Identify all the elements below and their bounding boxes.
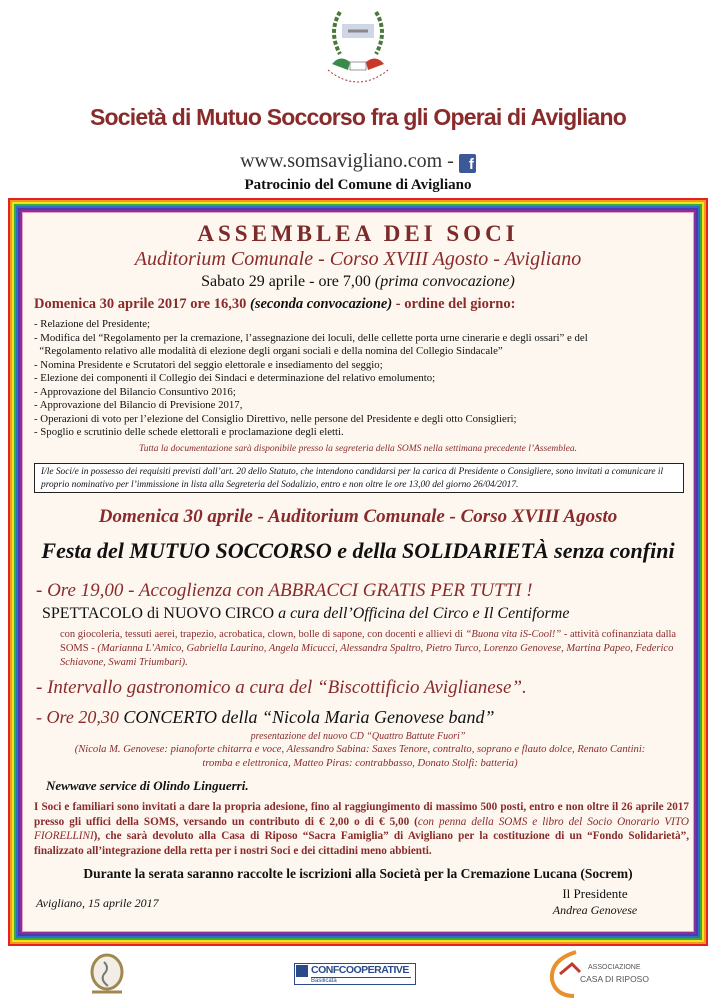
place-date: Avigliano, 15 aprile 2017 — [36, 896, 159, 910]
facebook-icon[interactable]: f — [459, 154, 476, 173]
concert-line — [36, 707, 686, 728]
confcooperative-region: Basilicata — [311, 977, 411, 984]
agenda-item: - Modifica del “Regolamento per la cremazione, l’assegnazione dei loculi, delle cellette porta urne cinerarie e degli ossari” e del — [34, 331, 588, 344]
concert-title: CONCERTO della “Nicola Maria Genovese band” — [123, 707, 495, 727]
agenda-item: - Spoglio e scrutinio delle schede elettorali e proclamazione degli eletti. — [34, 426, 344, 438]
second-call-date: Domenica 30 aprile 2017 ore 16,30 — [34, 296, 247, 312]
casa-riposo-line1: ASSOCIAZIONE — [588, 964, 641, 971]
welcome-line: - Ore 19,00 - Accoglienza con ABBRACCI GRATIS PER TUTTI ! — [36, 580, 533, 601]
organization-title: Società di Mutuo Soccorso fra gli Operai di Avigliano — [89, 104, 627, 130]
confcooperative-name: CONFCOOPERATIVE — [311, 964, 409, 976]
casa-riposo-line2: CASA DI RIPOSO — [580, 974, 649, 984]
show-line — [42, 605, 687, 623]
show-title: SPETTACOLO di NUOVO CIRCO — [42, 605, 275, 622]
signature-role: Il Presidente — [562, 886, 628, 901]
show-description — [60, 628, 680, 670]
registration-text-b: ), che sarà devoluto alla Casa di Riposo “Sacra Famiglia” di Avigliano per la costituzione di un “Fondo Solidarietà”, finalizzato all’integrazione della retta per i nostri Soci e dei cittadini meno abbienti. — [34, 830, 689, 857]
agenda-item: - Nomina Presidente e Scrutatori del seggio elettorale e insediamento del seggio; — [34, 358, 383, 371]
socrem-note: Durante la serata saranno raccolte le iscrizioni alla Società per la Cremazione Lucana (Socrem) — [83, 866, 633, 881]
sound-service: Newwave service di Olindo Linguerri. — [46, 778, 249, 793]
registration-text — [34, 800, 689, 858]
assembly-venue: Auditorium Comunale - Corso XVIII Agosto - Avigliano — [134, 248, 582, 270]
food-break: - Intervallo gastronomico a cura del “Biscottificio Aviglianese”. — [36, 677, 527, 698]
second-call-note: (seconda convocazione) — [250, 296, 393, 312]
concert-time: - Ore 20,30 — [36, 707, 119, 727]
show-funding: - attività cofinanziata dalla SOMS - — [60, 629, 677, 654]
soms-emblem-logo — [318, 2, 398, 90]
registration-gift: con penna della SOMS e libro del Socio Onorario VITO FIORELLINI — [34, 815, 689, 842]
show-by: a cura dell’Officina del Circo e Il Centiforme — [278, 605, 570, 622]
second-call — [34, 296, 684, 313]
candidacy-notice: I/le Soci/e in possesso dei requisiti previsti dall’art. 20 dello Statuto, che intendono candidarsi per la carica di Presidente o Consigliere, sono invitati a comunicare il proprio nominativo per l’immissione in lista alla Segreteria del Sodalizio, entro e non oltre le ore 13,00 del giorno 26/04/2017. — [34, 463, 684, 493]
show-people: (Marianna L’Amico, Gabriella Laurino, Angela Micucci, Alessandra Spaltro, Pietro Turco, Lorenzo Genovese, Martina Papeo, Federico Schiavone, Swami Triumbari). — [60, 643, 674, 668]
confcooperative-logo — [294, 963, 416, 985]
agenda-item: - Elezione dei componenti il Collegio dei Sindaci e determinazione del relativo emolumento; — [34, 372, 436, 384]
confcooperative-mark-icon — [296, 965, 308, 977]
first-call-note: (prima convocazione) — [374, 273, 515, 290]
patronage: Patrocinio del Comune di Avigliano — [244, 177, 472, 193]
agenda-label: - ordine del giorno: — [395, 296, 516, 312]
website-link[interactable]: www.somsavigliano.com - — [240, 150, 454, 172]
first-call-date: Sabato 29 aprile - ore 7,00 — [201, 273, 371, 290]
agenda-item: - Operazioni di voto per l’elezione del Consiglio Direttivo, nelle persone del Presidente e degli otto Consiglieri; — [34, 412, 517, 425]
agenda-item: - Relazione del Presidente; — [34, 318, 151, 330]
casa-riposo-logo — [546, 950, 649, 998]
cd-presentation: presentazione del nuovo CD “Quattro Battute Fuori” — [250, 731, 466, 742]
signature — [530, 886, 660, 918]
festival-date-venue: Domenica 30 aprile - Auditorium Comunale - Corso XVIII Agosto — [98, 506, 618, 527]
agenda-item: - Approvazione del Bilancio di Previsione 2017, — [34, 399, 243, 411]
assembly-heading: ASSEMBLEA DEI SOCI — [197, 221, 519, 246]
documentation-note: Tutta la documentazione sarà disponibile presso la segreteria della SOMS nella settimana precedente l’Assemblea. — [139, 444, 577, 454]
registration-text-a: I Soci e familiari sono invitati a dare la propria adesione, fino al raggiungimento di massimo 500 posti, entro e non oltre il 26 aprile 2017 presso gli uffici della SOMS, versando un contributo di € 2,00 o di € 5,00 ( — [34, 801, 689, 828]
festival-title: Festa del MUTUO SOCCORSO e della SOLIDARIETÀ senza confini — [41, 538, 675, 563]
first-call — [0, 273, 716, 291]
agenda-list — [34, 318, 689, 440]
musicians: (Nicola M. Genovese: pianoforte chitarra e voce, Alessandro Sabina: Saxes Tenore, contralto, soprano e flauto dolce, Renato Cantini: tromba e elettronica, Matteo Piras: contrabbasso, Donato Stolfi: batteria) — [74, 744, 646, 769]
seal-logo — [86, 952, 128, 998]
website — [0, 150, 716, 173]
signature-name: Andrea Genovese — [552, 903, 638, 917]
agenda-item: “Regolamento relativo alle modalità di elezione degli organi sociali e della nomina del Collegio Sindacale” — [34, 345, 503, 357]
show-project: “Buona vita iS-Cool!” — [465, 629, 562, 640]
agenda-item: - Approvazione del Bilancio Consuntivo 2016; — [34, 385, 236, 398]
show-desc: con giocoleria, tessuti aerei, trapezio, acrobatica, clown, bolle di sapone, con docenti e allievi di — [60, 629, 463, 640]
